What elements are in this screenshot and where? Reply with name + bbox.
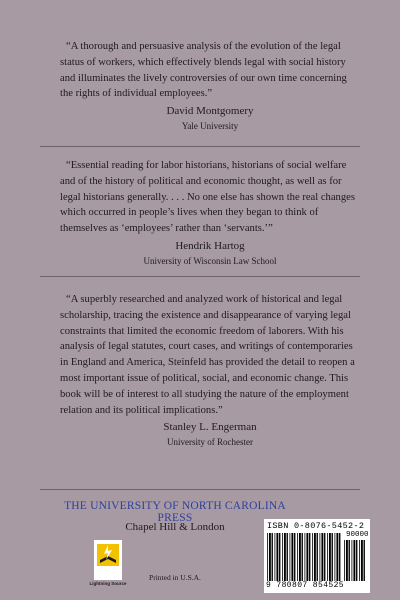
endorser-name: Hendrik Hartog — [175, 239, 245, 252]
barcode-bar — [352, 540, 353, 581]
barcode-bar — [276, 533, 278, 581]
barcode-bar — [299, 533, 301, 581]
publisher-name: THE UNIVERSITY OF NORTH CAROLINA PRESS — [64, 500, 286, 524]
publisher-place: Chapel Hill & London — [125, 521, 225, 533]
endorsement-attribution — [60, 420, 360, 449]
endorser-name: David Montgomery — [166, 105, 254, 118]
barcode-bar — [317, 533, 318, 581]
endorsement-2 — [60, 158, 360, 268]
endorsement-attribution — [60, 239, 360, 268]
barcode-bar — [339, 533, 340, 581]
barcode-bar — [314, 533, 316, 581]
barcode-bar — [306, 533, 308, 581]
ean-number: 9 780807 854525 — [266, 581, 345, 590]
barcode-bar — [321, 533, 323, 581]
endorser-name: Stanley L. Engerman — [163, 421, 257, 434]
barcode-bar — [346, 540, 348, 581]
isbn-barcode — [264, 519, 370, 593]
barcode-bar — [297, 533, 298, 581]
endorsement-3 — [60, 292, 360, 449]
addon-barcode-bars — [344, 540, 366, 581]
barcode-bar — [282, 533, 283, 581]
barcode-bar — [359, 540, 360, 581]
barcode-bar — [364, 540, 365, 581]
endorser-institution: University of Rochester — [167, 437, 253, 448]
divider — [40, 146, 360, 147]
barcode-bar — [284, 533, 286, 581]
barcode-bar — [353, 540, 355, 581]
barcode-bar — [302, 533, 303, 581]
barcode-bar — [312, 533, 313, 581]
divider — [40, 276, 360, 277]
barcode-bar — [324, 533, 325, 581]
barcode-bar — [279, 533, 280, 581]
isbn-number: ISBN 0-8076-5452-2 — [267, 521, 365, 531]
barcode-bars — [267, 533, 341, 581]
barcode-bar — [269, 533, 271, 581]
barcode-bar — [305, 533, 306, 581]
endorsement-quote: “Essential reading for labor historians, historians of social welfare and of the history of political and economic thought, as well as for legal historians generally. . . . No one else has shown the real changes which occurred in people’s lives when they began to think of themselves as ‘employees’ rather than ‘servants.’” — [60, 160, 355, 235]
printed-in: Printed in U.S.A. — [149, 573, 201, 582]
barcode-bar — [275, 533, 276, 581]
barcode-bar — [356, 540, 357, 581]
barcode-bar — [344, 540, 345, 581]
barcode-bar — [349, 540, 350, 581]
endorsement-1 — [60, 39, 360, 133]
barcode-bar — [272, 533, 273, 581]
barcode-bar — [267, 533, 268, 581]
barcode-bar — [309, 533, 310, 581]
endorsement-quote: “A superbly researched and analyzed work of historical and legal scholarship, tracing the existence and disappearance of varying legal constraints that limited the economic freedom of laborers. With his analysis of legal statutes, court cases, and writings of contemporaries in England and America, Steinfeld has provided the detail to reopen a most important issue of political, social, and economic change. This book will be of interest to all studying the nature of the employment relation and its political implications.” — [60, 294, 355, 416]
barcode-bar — [287, 533, 288, 581]
endorser-institution: University of Wisconsin Law School — [143, 255, 277, 266]
barcode-bar — [335, 533, 336, 581]
barcode-bar — [336, 533, 338, 581]
barcode-bar — [320, 533, 321, 581]
barcode-bar — [294, 533, 295, 581]
endorsement-attribution — [60, 104, 360, 133]
barcode-bar — [361, 540, 363, 581]
barcode-bar — [290, 533, 291, 581]
barcode-bar — [327, 533, 328, 581]
logo-caption: Lightning Source — [89, 581, 127, 586]
divider — [40, 489, 360, 490]
barcode-bar — [329, 533, 331, 581]
barcode-bar — [291, 533, 293, 581]
barcode-bar — [332, 533, 333, 581]
endorser-institution: Yale University — [181, 121, 239, 132]
price-code: 90000 — [346, 531, 369, 539]
endorsement-quote: “A thorough and persuasive analysis of the evolution of the legal status of workers, which effectively blends legal with social history and illuminates the lively controversies of our own time concerning the rights of individual employees.” — [60, 41, 347, 100]
